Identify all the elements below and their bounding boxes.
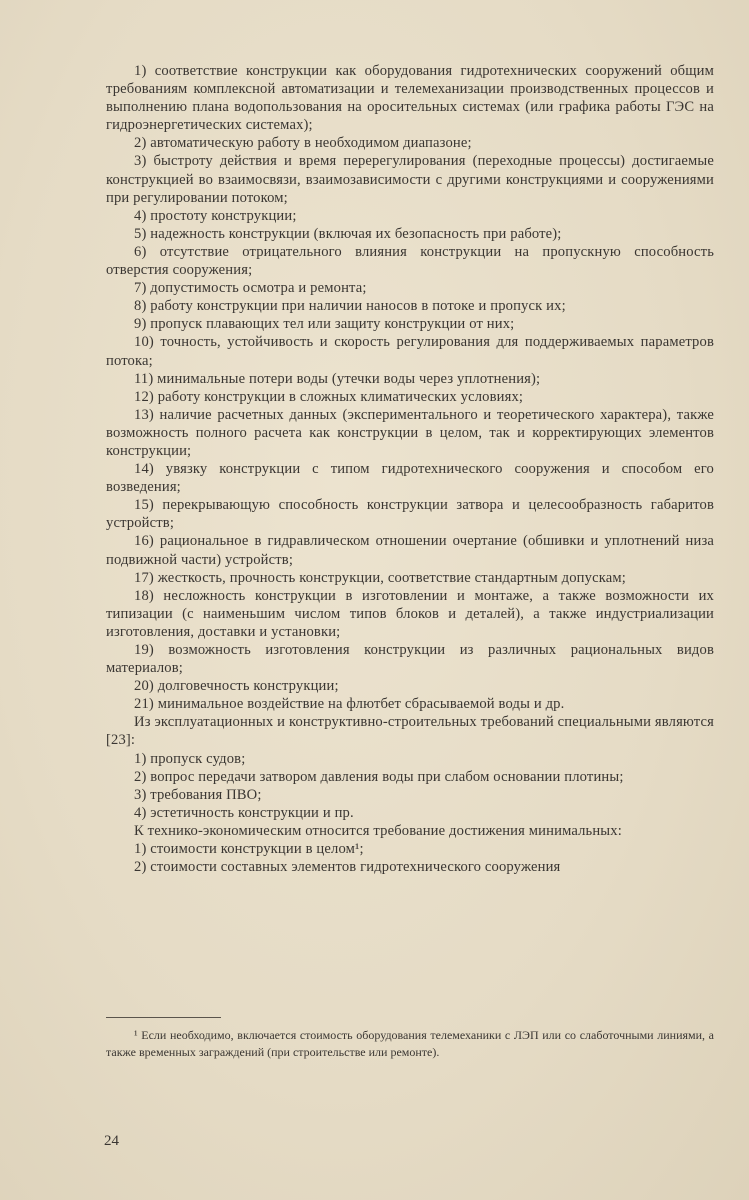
footnotes: [106, 1027, 714, 1060]
paragraph: 2) стоимости составных элементов гидротехнического сооружения: [134, 859, 561, 876]
paragraph: 3) быстроту действия и время перерегулирования (переходные процессы) достигаемые конструкцией во взаимосвязи, взаимозависимости с другими конструкциями и сооружениями при регулировании потоком;: [106, 153, 714, 206]
paragraph: 7) допустимость осмотра и ремонта;: [134, 280, 367, 297]
paragraph: 4) простоту конструкции;: [134, 207, 297, 224]
paragraph: 14) увязку конструкции с типом гидротехнического сооружения и способом его возведения;: [106, 461, 714, 496]
paragraph: 2) автоматическую работу в необходимом диапазоне;: [134, 135, 472, 152]
paragraph: 5) надежность конструкции (включая их безопасность при работе);: [134, 225, 562, 242]
paragraph: 18) несложность конструкции в изготовлении и монтаже, а также возможности их типизации (с наименьшим числом типов блоков и деталей), а также индустриализации изготовления, доставки и установки;: [106, 587, 714, 640]
paragraph: 10) точность, устойчивость и скорость регулирования для поддерживаемых параметров потока;: [106, 334, 714, 369]
paragraph: Из эксплуатационных и конструктивно-строительных требований специальными являются [23]:: [106, 714, 714, 749]
paragraph: 13) наличие расчетных данных (экспериментального и теоретического характера), также возможность полного расчета как конструкции в целом, так и корректирующих элементов конструкции;: [106, 406, 714, 459]
paragraph: 17) жесткость, прочность конструкции, соответствие стандартным допускам;: [134, 569, 626, 586]
paragraph: 9) пропуск плавающих тел или защиту конструкции от них;: [134, 316, 515, 333]
paragraph: К технико-экономическим относится требование достижения минимальных:: [134, 822, 622, 839]
footnote: ¹ Если необходимо, включается стоимость оборудования телемеханики с ЛЭП или со слаботочными линиями, а также временных заграждений (при строительстве или ремонте).: [106, 1028, 714, 1059]
paragraph: 2) вопрос передачи затвором давления воды при слабом основании плотины;: [134, 768, 624, 785]
paragraph: 1) пропуск судов;: [134, 750, 246, 767]
page-number: 24: [104, 1133, 119, 1149]
paragraph: 1) соответствие конструкции как оборудования гидротехнических сооружений общим требованиям комплексной автоматизации и телемеханизации производственных процессов и выполнению плана водопользования на оросительных системах (или графика работы ГЭС на гидроэнергетических системах);: [106, 63, 714, 134]
paragraph: 16) рациональное в гидравлическом отношении очертание (обшивки и уплотнений низа подвижной части) устройств;: [106, 533, 714, 568]
main-text: [106, 62, 714, 876]
paragraph: 8) работу конструкции при наличии наносов в потоке и пропуск их;: [134, 298, 566, 315]
paragraph: 21) минимальное воздействие на флютбет сбрасываемой воды и др.: [134, 696, 565, 713]
paragraph: 19) возможность изготовления конструкции из различных рациональных видов материалов;: [106, 642, 714, 677]
paragraph: 6) отсутствие отрицательного влияния конструкции на пропускную способность отверстия сооружения;: [106, 243, 714, 279]
paragraph: 4) эстетичность конструкции и пр.: [134, 804, 354, 821]
paragraph: 20) долговечность конструкции;: [134, 678, 339, 695]
footnote-divider: [106, 1017, 221, 1018]
paragraph: 1) стоимости конструкции в целом¹;: [134, 841, 364, 858]
paragraph: 15) перекрывающую способность конструкции затвора и целесообразность габаритов устройств;: [106, 497, 714, 532]
paragraph: 3) требования ПВО;: [134, 786, 262, 803]
paragraph: 12) работу конструкции в сложных климатических условиях;: [134, 388, 524, 405]
paragraph: 11) минимальные потери воды (утечки воды через уплотнения);: [134, 370, 541, 387]
